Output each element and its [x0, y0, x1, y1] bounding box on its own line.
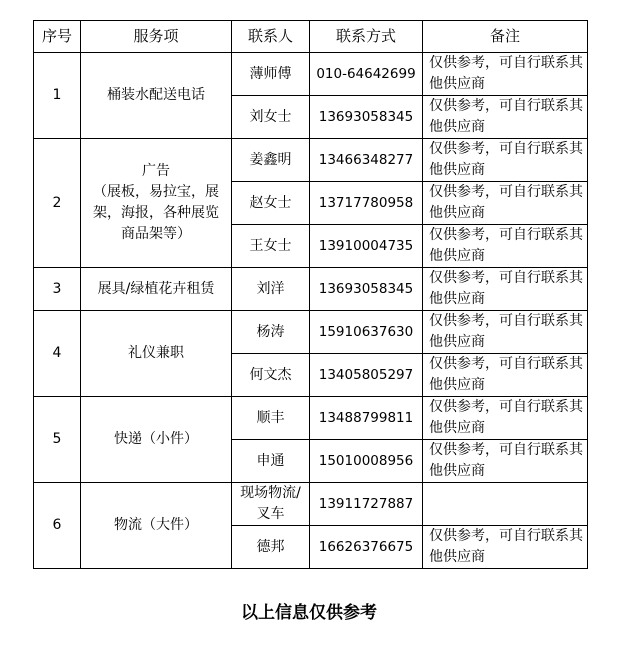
contact-name: 赵女士 [232, 182, 310, 225]
contact-name: 刘女士 [232, 96, 310, 139]
table-row [34, 483, 588, 526]
table-row [34, 139, 588, 182]
row-number: 2 [34, 139, 81, 268]
contact-note: 仅供参考，可自行联系其他供应商 [423, 268, 588, 311]
service-name [81, 139, 232, 268]
contact-phone: 13910004735 [310, 225, 423, 268]
service-name: 快递（小件） [81, 397, 232, 483]
header-service: 服务项 [81, 21, 232, 53]
contact-name: 现场物流/叉车 [232, 483, 310, 526]
row-number: 4 [34, 311, 81, 397]
contact-note: 仅供参考，可自行联系其他供应商 [423, 139, 588, 182]
contact-note: 仅供参考，可自行联系其他供应商 [423, 96, 588, 139]
contact-phone: 13488799811 [310, 397, 423, 440]
contact-phone: 13911727887 [310, 483, 423, 526]
contact-note: 仅供参考，可自行联系其他供应商 [423, 225, 588, 268]
contact-name: 杨涛 [232, 311, 310, 354]
contact-note: 仅供参考，可自行联系其他供应商 [423, 53, 588, 96]
service-name: 展具/绿植花卉租赁 [81, 268, 232, 311]
contact-phone: 13693058345 [310, 268, 423, 311]
contact-name: 何文杰 [232, 354, 310, 397]
contact-note: 仅供参考，可自行联系其他供应商 [423, 526, 588, 569]
row-number: 3 [34, 268, 81, 311]
service-name: 礼仪兼职 [81, 311, 232, 397]
contact-phone: 15010008956 [310, 440, 423, 483]
contact-name: 王女士 [232, 225, 310, 268]
table-header-row [34, 21, 588, 53]
contact-name: 薄师傅 [232, 53, 310, 96]
row-number: 5 [34, 397, 81, 483]
contact-phone: 13466348277 [310, 139, 423, 182]
header-note: 备注 [423, 21, 588, 53]
header-phone: 联系方式 [310, 21, 423, 53]
contact-phone: 13717780958 [310, 182, 423, 225]
contact-name: 刘洋 [232, 268, 310, 311]
row-number: 1 [34, 53, 81, 139]
header-contact: 联系人 [232, 21, 310, 53]
contact-phone: 13405805297 [310, 354, 423, 397]
table-row [34, 311, 588, 354]
contact-note: 仅供参考，可自行联系其他供应商 [423, 354, 588, 397]
service-line: 广告 [142, 163, 170, 179]
table-row [34, 268, 588, 311]
service-contact-table [33, 20, 588, 569]
table-row [34, 397, 588, 440]
contact-note: 仅供参考，可自行联系其他供应商 [423, 397, 588, 440]
contact-name: 姜鑫明 [232, 139, 310, 182]
service-line: 架，海报，各种展览 [93, 205, 219, 221]
contact-phone: 010-64642699 [310, 53, 423, 96]
contact-note: 仅供参考，可自行联系其他供应商 [423, 311, 588, 354]
service-line: （展板，易拉宝，展 [93, 184, 219, 200]
row-number: 6 [34, 483, 81, 569]
contact-note: 仅供参考，可自行联系其他供应商 [423, 182, 588, 225]
service-name: 物流（大件） [81, 483, 232, 569]
contact-phone: 13693058345 [310, 96, 423, 139]
header-no: 序号 [34, 21, 81, 53]
contact-name: 德邦 [232, 526, 310, 569]
contact-phone: 16626376675 [310, 526, 423, 569]
contact-note: 仅供参考，可自行联系其他供应商 [423, 440, 588, 483]
contact-name: 顺丰 [232, 397, 310, 440]
table-row [34, 53, 588, 96]
service-line: 商品架等） [121, 226, 191, 242]
service-name: 桶装水配送电话 [81, 53, 232, 139]
contact-note [423, 483, 588, 526]
contact-name: 申通 [232, 440, 310, 483]
contact-phone: 15910637630 [310, 311, 423, 354]
footer-disclaimer: 以上信息仅供参考 [241, 603, 377, 623]
